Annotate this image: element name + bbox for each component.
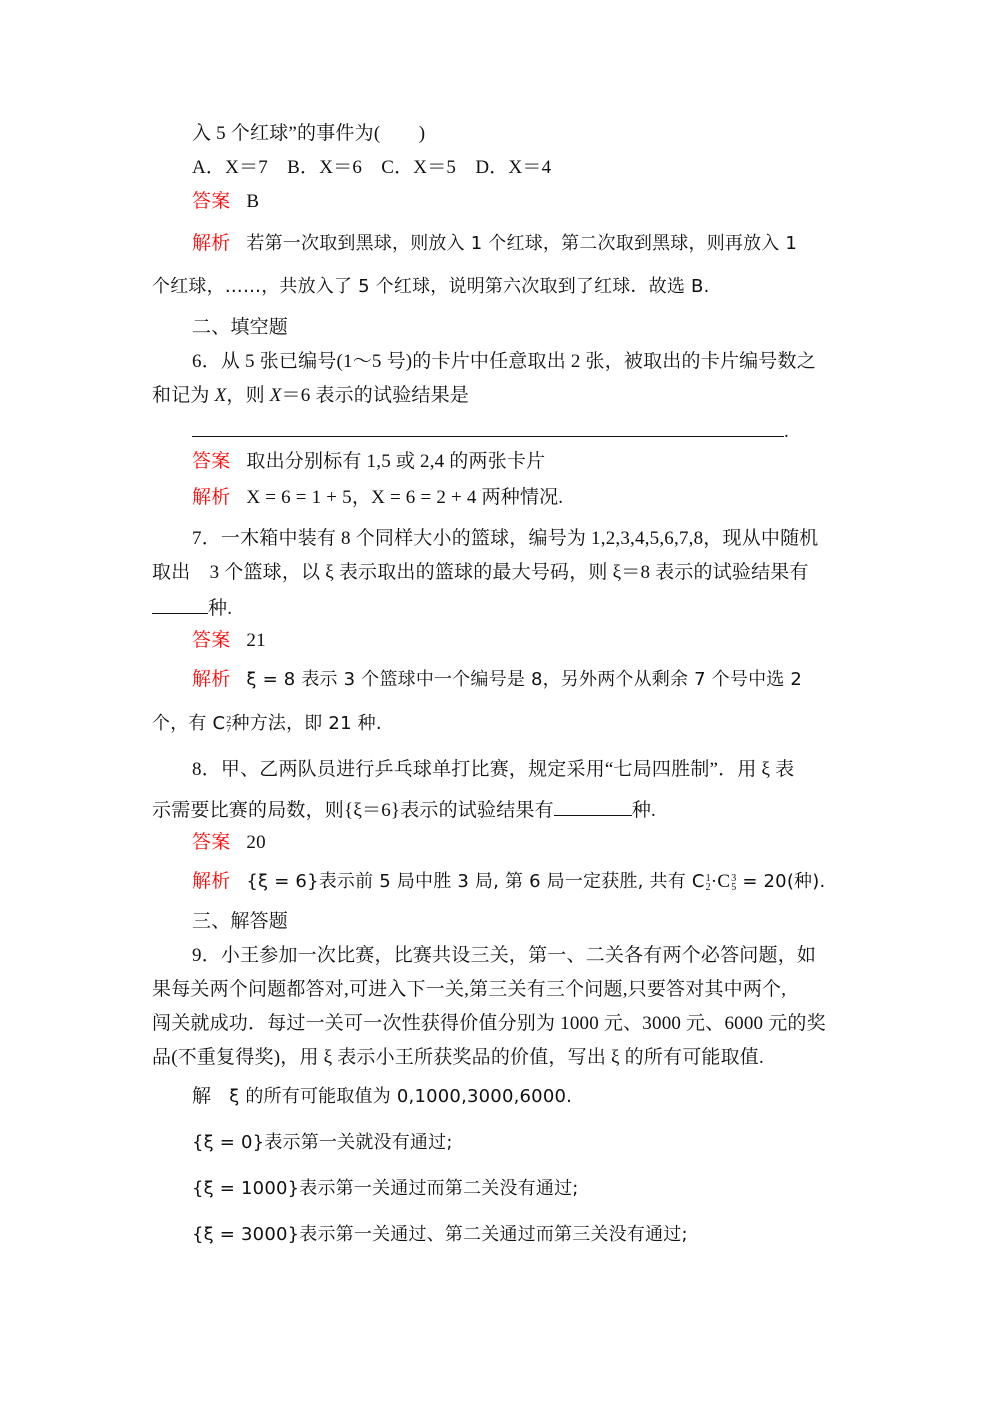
superscript: 2 bbox=[226, 714, 232, 726]
q9-stem-line2: 果每关两个问题都答对,可进入下一关,第三关有三个问题,只要答对其中两个, bbox=[152, 979, 787, 1000]
analysis-label: 解析 bbox=[192, 487, 231, 508]
q9-solution-line3 bbox=[192, 1177, 579, 1201]
answer-value: 20 bbox=[246, 832, 266, 853]
q9-solution-line1 bbox=[192, 1085, 572, 1109]
q9-stem-line3: 闯关就成功．每过一关可一次性获得价值分别为 1000 元、3000 元、6000 元的奖 bbox=[152, 1013, 826, 1034]
superscript: 1 bbox=[705, 872, 711, 884]
answer-label: 答案 bbox=[192, 191, 231, 212]
answer-value: B bbox=[246, 191, 260, 212]
text: ，则 bbox=[226, 385, 270, 406]
subscript: 2 bbox=[705, 881, 711, 893]
answer-label: 答案 bbox=[192, 630, 231, 651]
solution-label: 解 bbox=[192, 1086, 212, 1107]
q8-answer bbox=[192, 831, 266, 855]
q6-stem-line2 bbox=[152, 384, 469, 408]
q7-stem-line3 bbox=[152, 595, 232, 621]
answer-blank-line bbox=[192, 418, 784, 437]
math-var: X bbox=[269, 385, 282, 406]
answer-value: 21 bbox=[246, 630, 266, 651]
q5-analysis-line1 bbox=[192, 232, 797, 256]
q8-analysis bbox=[192, 870, 825, 894]
solution-text: ξ 的所有可能取值为 0,1000,3000,6000. bbox=[229, 1086, 573, 1107]
q9-solution-line4 bbox=[192, 1223, 688, 1247]
q9-solution-line2 bbox=[192, 1131, 453, 1155]
text: . bbox=[784, 421, 789, 442]
text: 示需要比赛的局数，则{ξ＝6}表示的试验结果有 bbox=[152, 800, 554, 821]
text: 和记为 bbox=[152, 385, 215, 406]
solution-text: {ξ = 0}表示第一关就没有通过; bbox=[192, 1132, 453, 1153]
q6-answer-blank bbox=[192, 418, 789, 444]
math-var: X bbox=[214, 385, 227, 406]
analysis-label: 解析 bbox=[192, 233, 231, 254]
q5-stem-tail: 入 5 个红球”的事件为( ) bbox=[192, 123, 426, 144]
q7-analysis-line2 bbox=[152, 712, 382, 736]
subscript: 5 bbox=[731, 881, 737, 893]
text: = 20(种). bbox=[736, 871, 826, 892]
q6-stem-line1: 6．从 5 张已编号(1～5 号)的卡片中任意取出 2 张，被取出的卡片编号数之 bbox=[192, 351, 816, 372]
text: 种方法，即 21 种. bbox=[231, 713, 382, 734]
text: {ξ = 6}表示前 5 局中胜 3 局, 第 6 局一定获胜, 共有 C bbox=[246, 871, 705, 892]
q8-stem-line2 bbox=[152, 797, 656, 823]
text: 个，有 C bbox=[152, 713, 226, 734]
q7-stem-line2: 取出 3 个篮球，以 ξ 表示取出的篮球的最大号码，则 ξ＝8 表示的试验结果有 bbox=[152, 562, 809, 583]
analysis-text: ξ = 8 表示 3 个篮球中一个编号是 8，另外两个从剩余 7 个号中选 2 bbox=[246, 669, 803, 690]
analysis-text: 若第一次取到黑球，则放入 1 个红球，第二次取到黑球，则再放入 1 bbox=[246, 233, 798, 254]
answer-blank-line bbox=[554, 797, 632, 816]
solution-text: {ξ = 3000}表示第一关通过、第二关通过而第三关没有通过; bbox=[192, 1224, 688, 1245]
text: 种. bbox=[208, 598, 233, 619]
subscript: 7 bbox=[226, 723, 232, 735]
text: ·C bbox=[710, 871, 731, 892]
analysis-text: X = 6 = 1 + 5，X = 6 = 2 + 4 两种情况. bbox=[246, 487, 564, 508]
q7-answer bbox=[192, 629, 266, 653]
q9-stem-line1: 9．小王参加一次比赛，比赛共设三关，第一、二关各有两个必答问题，如 bbox=[192, 945, 817, 966]
section-title-fill-blank: 二、填空题 bbox=[192, 317, 289, 338]
q9-stem-line4: 品(不重复得奖)，用 ξ 表示小王所获奖品的价值，写出 ξ 的所有可能取值. bbox=[152, 1047, 764, 1068]
q7-stem-line1: 7．一木箱中装有 8 个同样大小的篮球，编号为 1,2,3,4,5,6,7,8，现从中随机 bbox=[192, 528, 819, 549]
text: ＝6 表示的试验结果是 bbox=[281, 385, 469, 406]
answer-value: 取出分别标有 1,5 或 2,4 的两张卡片 bbox=[246, 451, 546, 472]
section-title-solve: 三、解答题 bbox=[192, 911, 289, 932]
q5-analysis-line2 bbox=[152, 275, 710, 299]
analysis-text: 个红球，……，共放入了 5 个红球，说明第六次取到了红球．故选 B. bbox=[152, 276, 710, 297]
answer-blank-line bbox=[152, 595, 208, 614]
q5-answer bbox=[192, 190, 259, 214]
answer-label: 答案 bbox=[192, 832, 231, 853]
q5-options: A．X＝7 B．X＝6 C．X＝5 D．X＝4 bbox=[192, 157, 552, 178]
q6-analysis bbox=[192, 486, 563, 510]
analysis-label: 解析 bbox=[192, 871, 231, 892]
q7-analysis-line1 bbox=[192, 668, 802, 692]
analysis-label: 解析 bbox=[192, 669, 231, 690]
q8-stem-line1: 8．甲、乙两队员进行乒乓球单打比赛，规定采用“七局四胜制”．用 ξ 表 bbox=[192, 759, 795, 780]
text: 种. bbox=[631, 800, 656, 821]
answer-label: 答案 bbox=[192, 451, 231, 472]
superscript: 3 bbox=[731, 872, 737, 884]
q6-answer bbox=[192, 450, 545, 474]
solution-text: {ξ = 1000}表示第一关通过而第二关没有通过; bbox=[192, 1178, 579, 1199]
